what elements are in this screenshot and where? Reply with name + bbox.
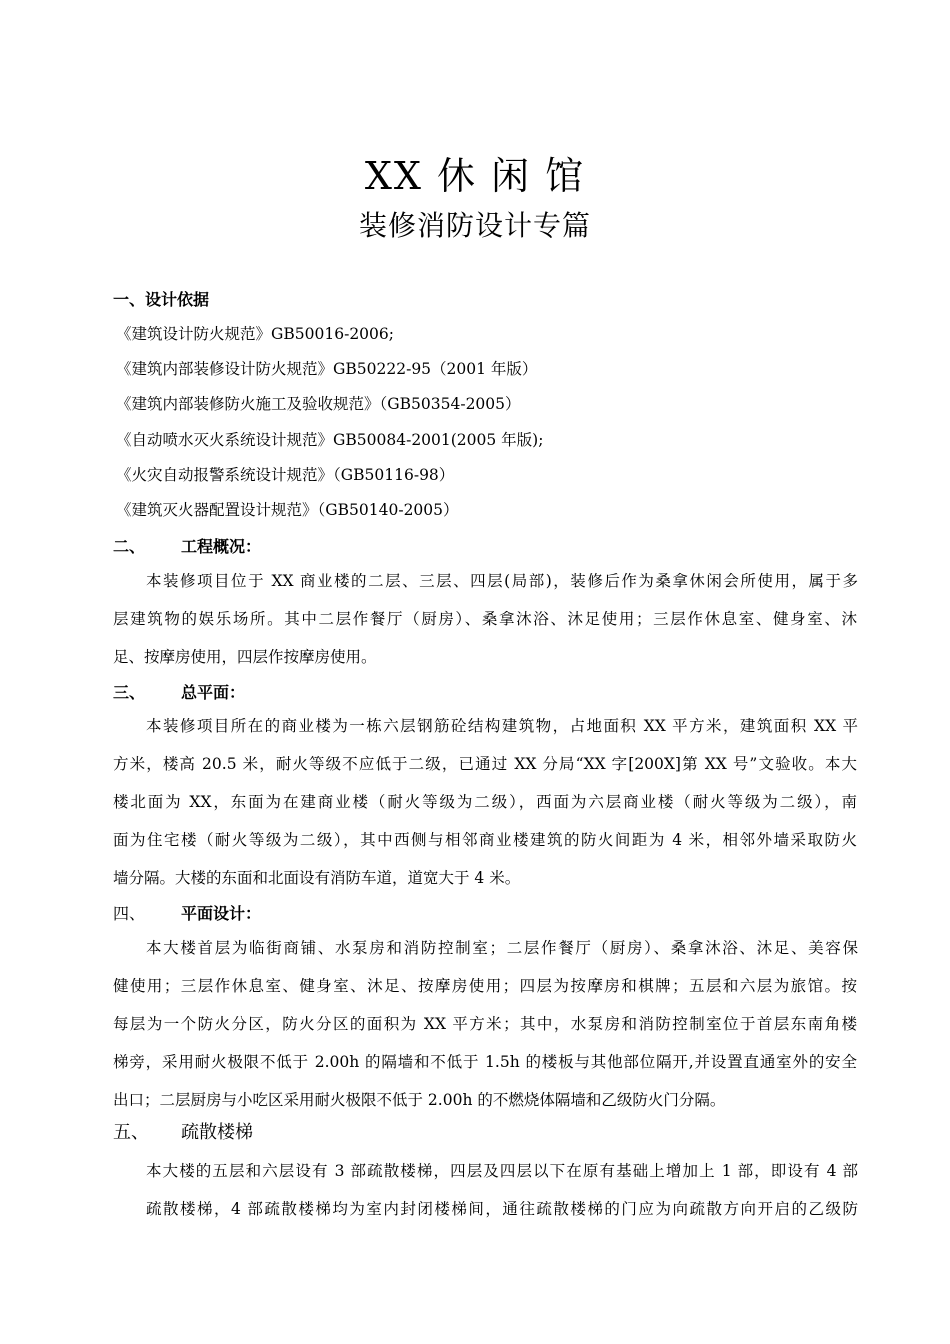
- paragraph-line: 楼北面为 XX，东面为在建商业楼（耐火等级为二级），西面为六层商业楼（耐火等级为二级），南: [113, 793, 857, 811]
- paragraph-line: 出口；二层厨房与小吃区采用耐火极限不低于 2.00h 的不燃烧体隔墙和乙级防火门分隔。: [113, 1091, 726, 1109]
- section-heading-basis: [113, 288, 209, 312]
- reference-item: 《建筑内部装修防火施工及验收规范》（GB50354-2005）: [116, 395, 521, 413]
- reference-item: 《火灾自动报警系统设计规范》（GB50116-98）: [116, 466, 455, 484]
- section-label: 工程概况：: [181, 537, 262, 556]
- reference-item: 《自动喷水灭火系统设计规范》GB50084-2001(2005 年版);: [116, 431, 544, 449]
- paragraph-line: 本大楼的五层和六层设有 3 部疏散楼梯，四层及四层以下在原有基础上增加上 1 部，即设有 4 部: [146, 1162, 858, 1180]
- section-heading-site-plan: [113, 681, 245, 705]
- paragraph-line: 面为住宅楼（耐火等级为二级），其中西侧与相邻商业楼建筑的防火间距为 4 米，相邻外墙采取防火: [113, 831, 857, 849]
- reference-item: 《建筑灭火器配置设计规范》（GB50140-2005）: [116, 501, 459, 519]
- paragraph-line: 方米，楼高 20.5 米，耐火等级不应低于二级，已通过 XX 分局“XX 字[200X]第 XX 号”文验收。本大: [113, 755, 857, 773]
- section-number: 五、: [113, 1122, 149, 1143]
- section-label: 平面设计：: [181, 904, 262, 923]
- paragraph-line: 墙分隔。大楼的东面和北面设有消防车道，道宽大于 4 米。: [113, 869, 521, 887]
- section-number: 二、: [113, 537, 146, 556]
- section-number: 四、: [113, 904, 146, 923]
- section-heading-evacuation-stairs: [113, 1121, 253, 1145]
- paragraph-line: 层建筑物的娱乐场所。其中二层作餐厅（厨房）、桑拿沐浴、沐足使用；三层作休息室、健身室、沐: [113, 610, 857, 628]
- paragraph-line: 本装修项目位于 XX 商业楼的二层、三层、四层(局部)，装修后作为桑拿休闲会所使用，属于多: [146, 572, 858, 590]
- paragraph-line: 足、按摩房使用，四层作按摩房使用。: [113, 648, 377, 666]
- section-number: 三、: [113, 683, 146, 702]
- paragraph-line: 健使用；三层作休息室、健身室、沐足、按摩房使用；四层为按摩房和棋牌；五层和六层为旅馆。按: [113, 977, 857, 995]
- paragraph-line: 每层为一个防火分区，防火分区的面积为 XX 平方米；其中，水泵房和消防控制室位于首层东南角楼: [113, 1015, 857, 1033]
- section-heading-floor-design: [113, 902, 261, 926]
- section-heading-overview: [113, 535, 261, 559]
- reference-item: 《建筑设计防火规范》GB50016-2006;: [116, 325, 394, 343]
- paragraph-line: 本装修项目所在的商业楼为一栋六层钢筋砼结构建筑物，占地面积 XX 平方米，建筑面积 XX 平: [146, 717, 858, 735]
- section-label: 设计依据: [145, 290, 210, 309]
- paragraph-line: 本大楼首层为临街商铺、水泵房和消防控制室；二层作餐厅（厨房）、桑拿沐浴、沐足、美容保: [146, 939, 858, 957]
- paragraph-line: 疏散楼梯，4 部疏散楼梯均为室内封闭楼梯间，通往疏散楼梯的门应为向疏散方向开启的乙级防: [146, 1200, 858, 1218]
- reference-item: 《建筑内部装修设计防火规范》GB50222-95（2001 年版）: [116, 360, 538, 378]
- section-label: 总平面：: [181, 683, 246, 702]
- document-title: XX 休 闲 馆: [364, 154, 586, 198]
- document-subtitle: 装修消防设计专篇: [358, 209, 591, 242]
- section-label: 疏散楼梯: [181, 1122, 253, 1143]
- section-number: 一、: [113, 290, 146, 309]
- paragraph-line: 梯旁，采用耐火极限不低于 2.00h 的隔墙和不低于 1.5h 的楼板与其他部位隔开,并设置直通室外的安全: [113, 1053, 857, 1071]
